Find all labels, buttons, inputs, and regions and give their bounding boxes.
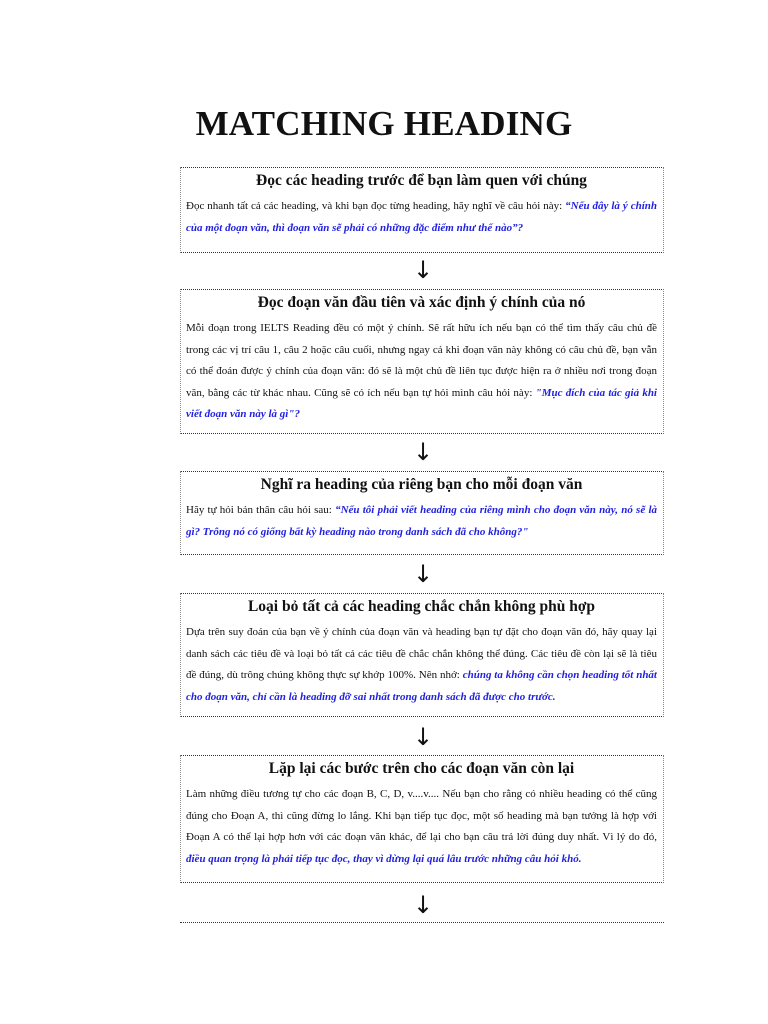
step-box-3 [180, 471, 664, 555]
step-highlight: chúng ta không cần chọn heading tốt nhất cho đoạn văn, chỉ cần là heading đỡ sai nhất trong danh sách đã được cho trước. [186, 669, 657, 703]
step-heading: Đọc các heading trước để bạn làm quen với chúng [256, 172, 587, 189]
step-text [186, 318, 657, 426]
step-body: Mỗi đoạn trong IELTS Reading đều có một ý chính. Sẽ rất hữu ích nếu bạn có thể tìm thấy câu chủ đề trong các vị trí câu 1, câu 2 hoặc câu cuối, nhưng ngay cả khi đoạn văn này không có câu chủ đề, bạn vẫn có thể đoán được ý chính của đoạn văn: đó sẽ là một chủ đề liên tục được hiện ra ở nhiều nơi trong đoạn văn, bằng các từ khác nhau. Cũng sẽ có ích nếu bạn tự hỏi mình câu hỏi này: [186, 322, 657, 399]
down-arrow-icon: ↓ [412, 256, 434, 284]
step-box-5 [180, 755, 664, 883]
step-body: Hãy tự hỏi bản thân câu hỏi sau: [186, 504, 336, 516]
step-heading: Lặp lại các bước trên cho các đoạn văn còn lại [268, 760, 575, 777]
step-highlight: “Nếu tôi phải viết heading của riêng mình cho đoạn văn này, nó sẽ là gì? Trông nó có giống bất kỳ heading nào trong danh sách đã cho không?" [186, 504, 658, 538]
step-highlight: điều quan trọng là phải tiếp tục đọc, thay vì dừng lại quá lâu trước những câu hỏi khó. [186, 852, 582, 865]
step-text [186, 196, 657, 239]
down-arrow-icon: ↓ [412, 438, 434, 466]
down-arrow-icon: ↓ [412, 891, 434, 919]
step-text [186, 784, 657, 870]
step-text [186, 622, 657, 708]
down-arrow-icon: ↓ [412, 723, 434, 751]
down-arrow-icon: ↓ [412, 560, 434, 588]
step-heading: Đọc đoạn văn đầu tiên và xác định ý chính của nó [257, 294, 586, 311]
step-body: Đọc nhanh tất cả các heading, và khi bạn đọc từng heading, hãy nghĩ về câu hỏi này: [186, 200, 566, 212]
step-body: Dựa trên suy đoán của bạn về ý chính của đoạn văn và heading bạn tự đặt cho đoạn văn đó, hãy quay lại danh sách các tiêu đề và loại bỏ tất cả các tiêu đề chắc chắn không thể đúng. Các tiêu đề còn lại sẽ là tiêu đề đúng, dù trông chúng không thực sự khớp 100%. Nên nhớ: [186, 626, 657, 681]
step-box-4 [180, 593, 664, 717]
step-heading: Nghĩ ra heading của riêng bạn cho mỗi đoạn văn [260, 476, 583, 493]
divider [180, 922, 664, 923]
step-highlight: “Nếu đây là ý chính của một đoạn văn, thì đoạn văn sẽ phải có những đặc điểm như thế nào”? [186, 200, 657, 234]
step-highlight: "Mục đích của tác giả khi viết đoạn văn này là gì"? [186, 386, 657, 420]
step-text [186, 500, 657, 543]
step-box-2 [180, 289, 664, 434]
step-heading: Loại bỏ tất cả các heading chắc chắn không phù hợp [247, 598, 596, 615]
page-title: MATCHING HEADING [195, 104, 573, 143]
step-box-1 [180, 167, 664, 253]
step-body: Làm những điều tương tự cho các đoạn B, C, D, v....v.... Nếu bạn cho rằng có nhiều heading có thể cũng đúng cho Đoạn A, thì cũng đừng lo lắng. Khi bạn tiếp tục đọc, một số heading mà bạn tưởng là hợp với Đoạn A có thể lại hợp hơn với các đoạn văn khác, để lại cho bạn câu trả lời đúng duy nhất. Vì lý do đó, [186, 788, 657, 843]
